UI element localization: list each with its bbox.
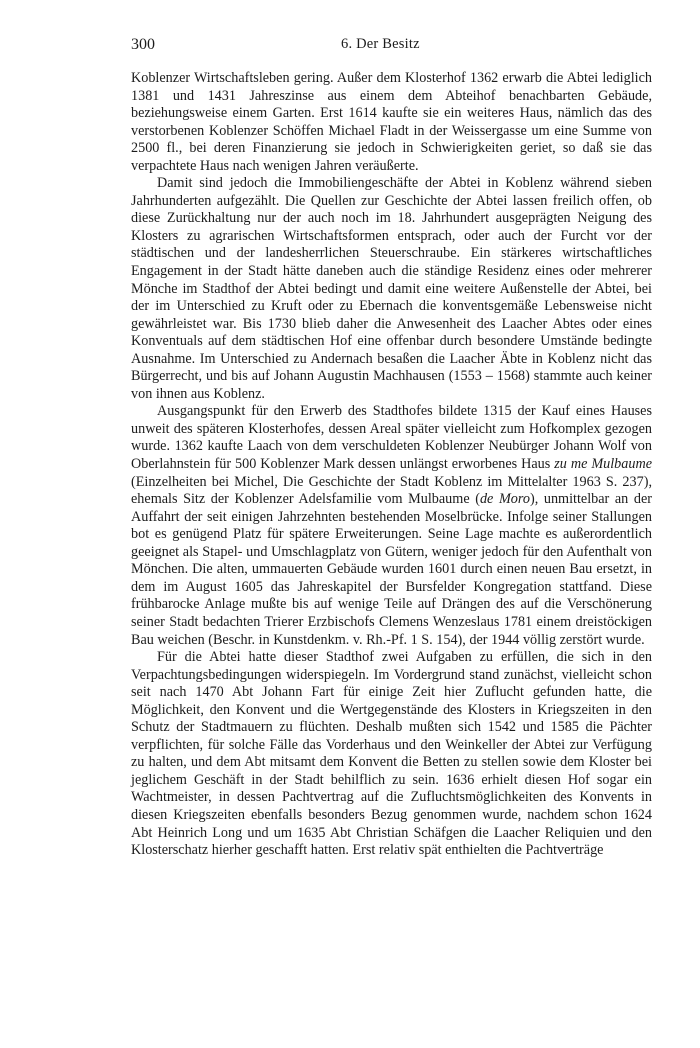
paragraph xyxy=(131,175,652,403)
running-head: 6. Der Besitz xyxy=(341,36,420,52)
text-run: Koblenzer Wirtschaftsleben gering. Außer dem Klosterhof 1362 erwarb die Abtei lediglich 1381 und 1431 Jahreszinse aus einem dem Abteihof benachbarten Gebäude, beziehungsweise einem Garten. Erst 1614 kaufte sie ein weiteres Haus, nämlich das des verstorbenen Koblenzer Schöffen Michael Fladt in der Weissergasse um eine Summe von 2500 fl., bei deren Finanzierung sie jedoch in Schwierigkeiten geriet, so daß sie das verpachtete Haus nach wenigen Jahren veräußerte. xyxy=(131,70,652,174)
text-run: (Einzelheiten bei Michel, Die Geschichte der Stadt Koblenz im Mittelalter 1963 S. 237), ehemals Sitz der Koblenzer Adelsfamilie vom Mulbaume ( xyxy=(131,473,652,508)
text-run: Damit sind jedoch die Immobiliengeschäfte der Abtei in Koblenz während sieben Jahrhunderten aufgezählt. Die Quellen zur Geschichte der Abtei lassen freilich offen, ob diese Zurückhaltung nur der auch noch im 18. Jahrhundert ausgeprägten Neigung des Klosters zu agrarischen Wirtschaftsformen entsprach, oder auch der Furcht vor der städtischen und der landesherrlichen Steuerschraube. Ein stärkeres wirtschaftliches Engagement in der Stadt hätte daneben auch die ständige Residenz eines oder mehrerer Mönche im Stadthof der Abtei bedingt und damit eine weitere Außenstelle der Abtei, bei der im Unterschied zu Kruft oder zu Ebernach die konventsgemäße Lebensweise nicht gewährleistet war. Bis 1730 blieb daher die Anwesenheit des Laacher Abtes oder eines Konventuals auf dem städtischen Hof eine offenbar durch besondere Umstände bedingte Ausnahme. Im Unterschied zu Andernach besaßen die Laacher Äbte in Koblenz nicht das Bürgerrecht, und bis auf Johann Augustin Machhausen (1553 – 1568) stammte auch keiner von ihnen aus Koblenz. xyxy=(131,175,652,402)
italic-text: zu me Mulbaume xyxy=(554,456,652,473)
paragraph xyxy=(131,70,652,175)
paragraph xyxy=(131,403,652,649)
text-run: Für die Abtei hatte dieser Stadthof zwei Aufgaben zu erfüllen, die sich in den Verpachtungsbedingungen widerspiegeln. Im Vordergrund stand zunächst, vielleicht schon seit nach 1470 Abt Johann Fart für einige Zeit hier Zuflucht gefunden hatte, die Möglichkeit, den Konvent und die Wertgegenstände des Klosters in Kriegszeiten in den Schutz der Stadtmauern zu flüchten. Deshalb mußten sich 1542 und 1585 die Pächter verpflichten, für solche Fälle das Vorderhaus und den Weinkeller der Abtei zur Verfügung zu halten, und dem Abt mitsamt dem Konvent die Betten zu stellen sowie dem Kloster bei jeglichem Geschäft in der Stadt behilflich zu sein. 1636 erhielt diesen Hof sogar ein Wachtmeister, in dessen Pachtvertrag auf die Zufluchtsmöglichkeiten des Konvents in diesen Kriegszeiten ebenfalls besonders Bezug genommen wurde, nachdem schon 1624 Abt Heinrich Long und um 1635 Abt Christian Schäfgen die Laacher Reliquien und den Klosterschatz hierher geschafft hatten. Erst relativ spät enthielten die Pachtverträge xyxy=(131,649,652,859)
italic-text: de Moro xyxy=(479,491,530,508)
text-run: ), unmittelbar an der Auffahrt der seit einigen Jahrzehnten bestehenden Moselbrücke. Infolge seiner Stallungen bot es genügend Platz für spätere Erweiterungen. Seine Lage machte es außerordentlich geeignet als Stapel- und Umschlagplatz von Gütern, weniger jedoch für den Aufenthalt von Mönchen. Die alten, ummauerten Gebäude wurden 1601 durch einen neuen Bau ersetzt, in dem im August 1605 das Jahreskapitel der Bursfelder Kongregation stattfand. Diese frühbarocke Anlage mußte bis auf wenige Teile auf Drängen des auf die Verschönerung seiner Stadt bedachten Trierer Erzbischofs Clemens Wenzeslaus 1781 einem dreistöckigen Bau weichen (Beschr. in Kunstdenkm. v. Rh.-Pf. 1 S. 154), der 1944 völlig zerstört wurde. xyxy=(131,491,652,648)
text-run: Ausgangspunkt für den Erwerb des Stadthofes bildete 1315 der Kauf eines Hauses unweit des späteren Klosterhofes, dessen Areal später vielleicht zum Hofkomplex gezogen wurde. 1362 kaufte Laach von dem verschuldeten Koblenzer Neubürger Johann Wolf von Oberlahnstein für 500 Koblenzer Mark dessen unlängst erworbenes Haus xyxy=(131,403,652,473)
paragraph xyxy=(131,649,652,860)
page-header xyxy=(131,36,652,58)
page-number: 300 xyxy=(131,36,155,53)
body-text xyxy=(131,70,652,860)
